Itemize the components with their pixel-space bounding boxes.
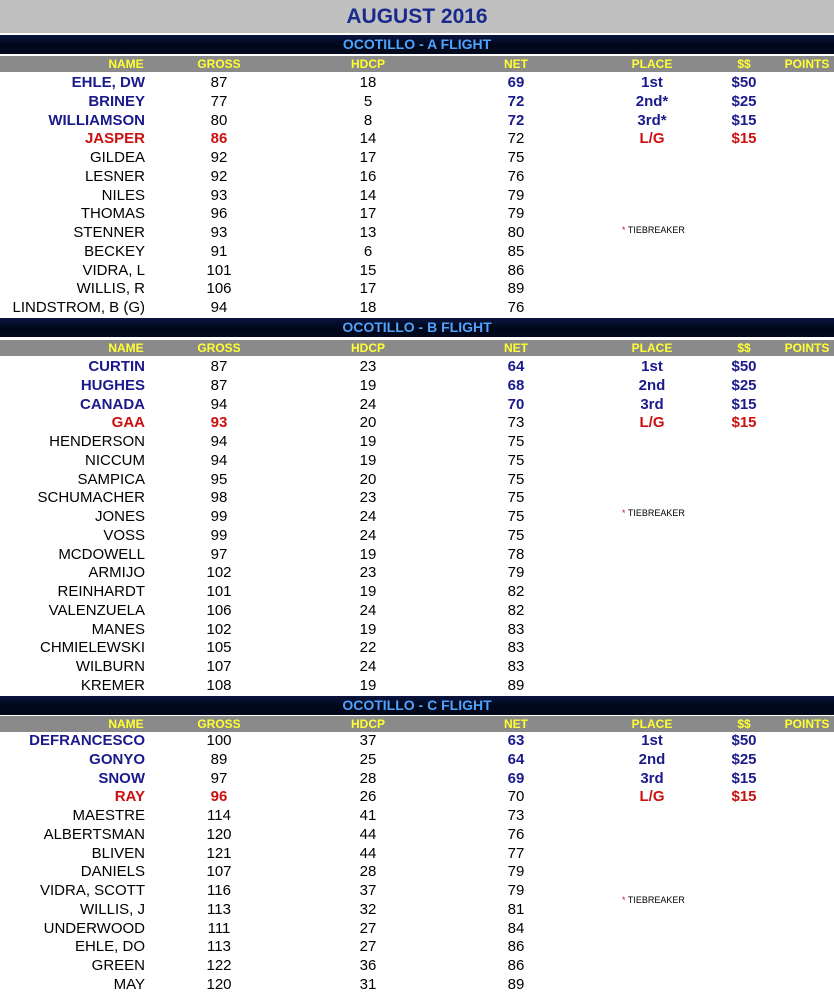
table-row xyxy=(0,564,834,583)
net-score: 75 xyxy=(507,451,525,469)
net-score: 64 xyxy=(507,750,525,768)
handicap: 27 xyxy=(359,938,377,956)
col-name: NAME xyxy=(108,341,144,355)
table-row xyxy=(0,826,834,845)
table-row xyxy=(0,93,834,112)
player-name: MAY xyxy=(113,975,145,993)
player-name: ALBERTSMAN xyxy=(43,825,145,843)
player-name: GILDEA xyxy=(89,149,145,166)
player-name: CHMIELEWSKI xyxy=(39,639,145,657)
table-row xyxy=(0,527,834,546)
player-name: LINDSTROM, B (G) xyxy=(12,299,145,316)
handicap: 17 xyxy=(359,149,377,166)
col-net: NET xyxy=(504,57,528,71)
table-row xyxy=(0,751,834,770)
handicap: 23 xyxy=(359,564,377,582)
handicap: 13 xyxy=(359,224,377,241)
payout: $15 xyxy=(731,769,757,787)
table-row xyxy=(0,280,834,299)
player-name: MAESTRE xyxy=(72,807,145,824)
col-place: PLACE xyxy=(631,57,673,71)
place: 1st xyxy=(641,358,663,375)
handicap: 26 xyxy=(359,788,377,806)
handicap: 32 xyxy=(359,900,377,918)
table-row xyxy=(0,938,834,957)
player-name: RAY xyxy=(114,788,145,806)
net-score: 89 xyxy=(507,975,525,993)
net-score: 80 xyxy=(507,224,525,241)
col-money: $$ xyxy=(737,341,751,355)
handicap: 24 xyxy=(359,601,377,619)
handicap: 20 xyxy=(359,470,377,488)
col-gross: GROSS xyxy=(197,341,241,355)
handicap: 17 xyxy=(359,205,377,223)
net-score: 75 xyxy=(507,489,525,507)
flight-b-tiebreaker-note: * TIEBREAKER xyxy=(622,508,685,518)
table-row xyxy=(0,299,834,318)
payout: $15 xyxy=(731,414,757,432)
payout: $15 xyxy=(731,130,757,148)
flight-a-tiebreaker-note: * TIEBREAKER xyxy=(622,225,685,235)
table-row xyxy=(0,74,834,93)
table-row xyxy=(0,414,834,433)
net-score: 89 xyxy=(507,676,525,694)
place: 1st xyxy=(641,74,663,91)
payout: $50 xyxy=(731,74,757,91)
handicap: 14 xyxy=(359,130,377,148)
net-score: 69 xyxy=(507,769,525,787)
payout: $15 xyxy=(731,111,757,129)
gross-score: 87 xyxy=(210,358,228,375)
table-row xyxy=(0,112,834,131)
table-row xyxy=(0,976,834,995)
player-name: JONES xyxy=(94,508,145,525)
handicap: 24 xyxy=(359,658,377,675)
net-score: 73 xyxy=(507,807,525,824)
gross-score: 98 xyxy=(210,489,228,507)
net-score: 82 xyxy=(507,583,525,600)
player-name: HENDERSON xyxy=(49,433,145,450)
table-row xyxy=(0,770,834,789)
gross-score: 120 xyxy=(206,975,232,993)
col-hdcp: HDCP xyxy=(350,341,386,355)
net-score: 86 xyxy=(507,938,525,956)
handicap: 37 xyxy=(359,732,377,749)
table-row xyxy=(0,205,834,224)
col-net: NET xyxy=(504,717,528,731)
col-hdcp: HDCP xyxy=(350,717,386,731)
handicap: 19 xyxy=(359,451,377,469)
table-row xyxy=(0,863,834,882)
gross-score: 77 xyxy=(210,92,228,110)
net-score: 81 xyxy=(507,900,525,918)
table-row xyxy=(0,489,834,508)
gross-score: 99 xyxy=(210,526,228,544)
handicap: 5 xyxy=(363,92,373,110)
net-score: 83 xyxy=(507,620,525,638)
player-name: MANES xyxy=(91,620,145,638)
gross-score: 106 xyxy=(206,601,232,619)
gross-score: 101 xyxy=(206,261,232,279)
handicap: 25 xyxy=(359,750,377,768)
player-name: STENNER xyxy=(73,224,145,241)
gross-score: 86 xyxy=(210,130,228,148)
gross-score: 89 xyxy=(210,750,228,768)
table-row xyxy=(0,396,834,415)
col-hdcp: HDCP xyxy=(350,57,386,71)
place: L/G xyxy=(639,788,665,806)
table-row xyxy=(0,621,834,640)
col-gross: GROSS xyxy=(197,717,241,731)
handicap: 23 xyxy=(359,489,377,507)
table-row xyxy=(0,882,834,901)
handicap: 16 xyxy=(359,167,377,185)
player-name: NILES xyxy=(101,186,145,204)
gross-score: 122 xyxy=(206,957,232,974)
flight-b-header: OCOTILLO - B FLIGHT xyxy=(0,318,834,337)
net-score: 85 xyxy=(507,242,525,260)
col-money: $$ xyxy=(737,57,751,71)
net-score: 75 xyxy=(507,433,525,450)
table-row xyxy=(0,807,834,826)
col-place: PLACE xyxy=(631,717,673,731)
net-score: 78 xyxy=(507,545,525,563)
player-name: KREMER xyxy=(80,676,145,694)
table-row xyxy=(0,433,834,452)
table-row xyxy=(0,149,834,168)
flight-b-rows xyxy=(0,358,834,696)
gross-score: 94 xyxy=(210,299,228,316)
player-name: VALENZUELA xyxy=(48,601,145,619)
net-score: 72 xyxy=(507,130,525,148)
gross-score: 93 xyxy=(210,414,228,432)
payout: $25 xyxy=(731,750,757,768)
place: L/G xyxy=(639,414,665,432)
gross-score: 113 xyxy=(207,938,231,956)
table-row xyxy=(0,452,834,471)
table-row xyxy=(0,224,834,243)
table-row xyxy=(0,377,834,396)
table-row xyxy=(0,262,834,281)
net-score: 79 xyxy=(507,564,525,582)
gross-score: 87 xyxy=(210,74,228,91)
net-score: 73 xyxy=(507,414,525,432)
net-score: 76 xyxy=(507,299,525,316)
col-place: PLACE xyxy=(631,341,673,355)
table-row xyxy=(0,788,834,807)
table-row xyxy=(0,358,834,377)
flight-c-tiebreaker-note: * TIEBREAKER xyxy=(622,895,685,905)
gross-score: 114 xyxy=(207,807,231,824)
player-name: GONYO xyxy=(89,750,145,768)
handicap: 24 xyxy=(359,395,377,413)
handicap: 31 xyxy=(359,975,377,993)
col-name: NAME xyxy=(108,717,144,731)
net-score: 83 xyxy=(507,658,525,675)
player-name: ARMIJO xyxy=(88,564,145,582)
net-score: 63 xyxy=(507,732,525,749)
gross-score: 121 xyxy=(206,844,232,862)
player-name: NICCUM xyxy=(85,451,145,469)
gross-score: 96 xyxy=(210,205,228,223)
net-score: 86 xyxy=(507,261,525,279)
handicap: 6 xyxy=(363,242,373,260)
table-row xyxy=(0,639,834,658)
gross-score: 94 xyxy=(210,395,228,413)
place: L/G xyxy=(639,130,665,148)
col-net: NET xyxy=(504,341,528,355)
gross-score: 93 xyxy=(210,186,228,204)
player-name: WILBURN xyxy=(75,658,145,675)
gross-score: 102 xyxy=(206,620,232,638)
player-name: CURTIN xyxy=(88,358,145,375)
handicap: 18 xyxy=(359,74,377,91)
handicap: 28 xyxy=(359,863,377,881)
handicap: 23 xyxy=(359,358,377,375)
handicap: 19 xyxy=(359,376,377,394)
player-name: LESNER xyxy=(84,167,145,185)
player-name: VIDRA, SCOTT xyxy=(39,882,145,899)
player-name: THOMAS xyxy=(80,205,145,223)
player-name: SAMPICA xyxy=(77,470,145,488)
player-name: VIDRA, L xyxy=(82,261,145,279)
net-score: 89 xyxy=(507,280,525,298)
place: 3rd* xyxy=(637,111,667,129)
net-score: 79 xyxy=(507,186,525,204)
net-score: 72 xyxy=(507,111,525,129)
gross-score: 111 xyxy=(207,919,231,937)
payout: $15 xyxy=(731,395,757,413)
gross-score: 94 xyxy=(210,451,228,469)
gross-score: 106 xyxy=(206,280,232,298)
net-score: 64 xyxy=(507,358,525,375)
gross-score: 101 xyxy=(206,583,232,600)
gross-score: 100 xyxy=(206,732,232,749)
player-name: JASPER xyxy=(84,130,145,148)
gross-score: 94 xyxy=(210,433,228,450)
player-name: EHLE, DW xyxy=(71,74,145,91)
player-name: WILLIS, J xyxy=(79,900,145,918)
player-name: EHLE, DO xyxy=(74,938,145,956)
gross-score: 99 xyxy=(210,508,228,525)
net-score: 83 xyxy=(507,639,525,657)
flight-a-column-headers xyxy=(0,56,834,72)
gross-score: 93 xyxy=(210,224,228,241)
flight-a-rows xyxy=(0,74,834,318)
table-row xyxy=(0,957,834,976)
flight-c-header: OCOTILLO - C FLIGHT xyxy=(0,696,834,715)
net-score: 70 xyxy=(507,788,525,806)
table-row xyxy=(0,187,834,206)
table-row xyxy=(0,168,834,187)
gross-score: 92 xyxy=(210,167,228,185)
handicap: 41 xyxy=(359,807,377,824)
handicap: 17 xyxy=(359,280,377,298)
gross-score: 120 xyxy=(206,825,232,843)
table-row xyxy=(0,471,834,490)
net-score: 86 xyxy=(507,957,525,974)
gross-score: 80 xyxy=(210,111,228,129)
table-row xyxy=(0,920,834,939)
handicap: 19 xyxy=(359,583,377,600)
net-score: 84 xyxy=(507,919,525,937)
net-score: 82 xyxy=(507,601,525,619)
place: 2nd* xyxy=(635,92,669,110)
flight-b-column-headers xyxy=(0,340,834,356)
handicap: 22 xyxy=(359,639,377,657)
handicap: 44 xyxy=(359,825,377,843)
gross-score: 116 xyxy=(207,882,231,899)
net-score: 75 xyxy=(507,508,525,525)
flight-a-header: OCOTILLO - A FLIGHT xyxy=(0,35,834,54)
player-name: MCDOWELL xyxy=(58,545,145,563)
payout: $15 xyxy=(731,788,757,806)
net-score: 72 xyxy=(507,92,525,110)
handicap: 37 xyxy=(359,882,377,899)
gross-score: 97 xyxy=(210,545,228,563)
handicap: 24 xyxy=(359,526,377,544)
col-gross: GROSS xyxy=(197,57,241,71)
payout: $50 xyxy=(731,732,757,749)
handicap: 14 xyxy=(359,186,377,204)
net-score: 79 xyxy=(507,882,525,899)
handicap: 20 xyxy=(359,414,377,432)
gross-score: 87 xyxy=(210,376,228,394)
player-name: REINHARDT xyxy=(57,583,145,600)
table-row xyxy=(0,677,834,696)
net-score: 75 xyxy=(507,470,525,488)
player-name: BECKEY xyxy=(84,242,145,260)
player-name: BLIVEN xyxy=(91,844,145,862)
gross-score: 96 xyxy=(210,788,228,806)
page-title: AUGUST 2016 xyxy=(0,0,834,33)
gross-score: 102 xyxy=(206,564,232,582)
table-row xyxy=(0,583,834,602)
player-name: BRINEY xyxy=(88,92,145,110)
gross-score: 108 xyxy=(206,676,232,694)
gross-score: 113 xyxy=(207,900,231,918)
place: 2nd xyxy=(638,376,666,394)
player-name: GAA xyxy=(111,414,145,432)
place: 2nd xyxy=(638,750,666,768)
player-name: CANADA xyxy=(80,395,145,413)
gross-score: 97 xyxy=(210,769,228,787)
col-money: $$ xyxy=(737,717,751,731)
net-score: 76 xyxy=(507,825,525,843)
handicap: 19 xyxy=(359,433,377,450)
table-row xyxy=(0,901,834,920)
player-name: HUGHES xyxy=(80,376,145,394)
gross-score: 91 xyxy=(210,242,228,260)
table-row xyxy=(0,130,834,149)
handicap: 19 xyxy=(359,676,377,694)
player-name: UNDERWOOD xyxy=(43,919,145,937)
gross-score: 95 xyxy=(210,470,228,488)
net-score: 76 xyxy=(507,167,525,185)
table-row xyxy=(0,602,834,621)
player-name: DEFRANCESCO xyxy=(29,732,145,749)
handicap: 18 xyxy=(359,299,377,316)
player-name: SCHUMACHER xyxy=(37,489,145,507)
table-row xyxy=(0,732,834,751)
gross-score: 92 xyxy=(210,149,228,166)
handicap: 19 xyxy=(359,545,377,563)
net-score: 75 xyxy=(507,149,525,166)
handicap: 44 xyxy=(359,844,377,862)
handicap: 15 xyxy=(359,261,377,279)
col-points: POINTS xyxy=(784,57,830,71)
place: 1st xyxy=(641,732,663,749)
player-name: WILLIS, R xyxy=(76,280,145,298)
net-score: 69 xyxy=(507,74,525,91)
net-score: 77 xyxy=(507,844,525,862)
flight-c-rows xyxy=(0,732,834,995)
table-row xyxy=(0,546,834,565)
col-name: NAME xyxy=(108,57,144,71)
gross-score: 105 xyxy=(206,639,232,657)
net-score: 79 xyxy=(507,863,525,881)
payout: $25 xyxy=(731,92,757,110)
handicap: 8 xyxy=(363,111,373,129)
player-name: SNOW xyxy=(98,769,145,787)
player-name: DANIELS xyxy=(80,863,145,881)
table-row xyxy=(0,508,834,527)
handicap: 36 xyxy=(359,957,377,974)
player-name: VOSS xyxy=(103,526,145,544)
gross-score: 107 xyxy=(206,658,232,675)
net-score: 75 xyxy=(507,526,525,544)
table-row xyxy=(0,243,834,262)
net-score: 70 xyxy=(507,395,525,413)
gross-score: 107 xyxy=(206,863,232,881)
handicap: 24 xyxy=(359,508,377,525)
handicap: 27 xyxy=(359,919,377,937)
table-row xyxy=(0,658,834,677)
col-points: POINTS xyxy=(784,341,830,355)
place: 3rd xyxy=(640,769,664,787)
payout: $25 xyxy=(731,376,757,394)
player-name: WILLIAMSON xyxy=(48,111,145,129)
net-score: 79 xyxy=(507,205,525,223)
payout: $50 xyxy=(731,358,757,375)
handicap: 19 xyxy=(359,620,377,638)
handicap: 28 xyxy=(359,769,377,787)
net-score: 68 xyxy=(507,376,525,394)
place: 3rd xyxy=(640,395,664,413)
player-name: GREEN xyxy=(91,957,145,974)
col-points: POINTS xyxy=(784,717,830,731)
flight-c-column-headers xyxy=(0,716,834,732)
table-row xyxy=(0,845,834,864)
